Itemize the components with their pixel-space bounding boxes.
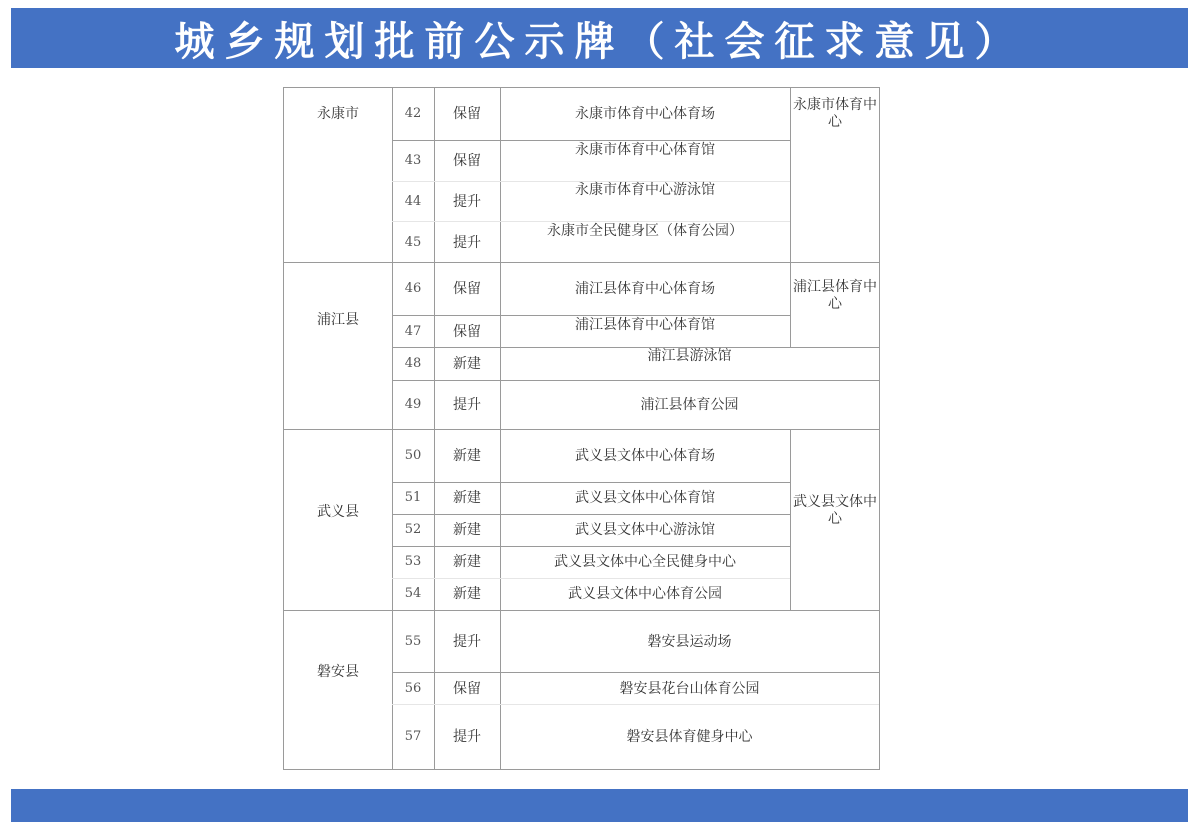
row-name: 永康市体育中心游泳馆	[575, 182, 715, 198]
facility-table	[283, 87, 880, 770]
row-name: 武义县文体中心体育场	[575, 448, 715, 464]
row-number: 51	[404, 490, 422, 505]
row-number: 42	[404, 106, 422, 121]
row-status: 保留	[453, 681, 481, 697]
row-name: 浦江县体育中心体育场	[575, 281, 715, 297]
row-status: 提升	[453, 634, 481, 650]
row-name: 浦江县游泳馆	[647, 348, 732, 364]
row-name: 永康市全民健身区（体育公园）	[547, 223, 743, 239]
row-name: 浦江县体育公园	[640, 397, 739, 413]
row-name: 磐安县体育健身中心	[626, 729, 753, 745]
page-title: 城乡规划批前公示牌（社会征求意见）	[174, 18, 1025, 65]
row-number: 53	[404, 554, 422, 569]
row-number: 49	[404, 397, 422, 412]
row-status: 新建	[453, 448, 481, 464]
row-name: 永康市体育中心体育馆	[575, 142, 715, 158]
title-banner	[11, 8, 1188, 68]
row-status: 新建	[453, 586, 481, 602]
row-status: 新建	[453, 490, 481, 506]
row-status: 提升	[453, 729, 481, 745]
row-number: 57	[404, 729, 422, 744]
row-status: 保留	[453, 153, 481, 169]
row-number: 54	[404, 586, 422, 601]
county-cell: 永康市	[317, 106, 359, 122]
row-name: 武义县文体中心游泳馆	[575, 522, 715, 538]
row-number: 46	[404, 281, 422, 296]
row-status: 新建	[453, 356, 481, 372]
row-name: 武义县文体中心全民健身中心	[554, 554, 736, 570]
row-number: 43	[404, 153, 422, 168]
row-number: 52	[404, 522, 422, 537]
row-status: 新建	[453, 554, 481, 570]
row-number: 50	[404, 448, 422, 463]
county-cell: 浦江县	[317, 312, 359, 328]
row-name: 永康市体育中心体育场	[575, 106, 715, 122]
row-number: 45	[404, 235, 422, 250]
row-name: 磐安县花台山体育公园	[619, 681, 760, 697]
row-status: 新建	[453, 522, 481, 538]
row-name: 浦江县体育中心体育馆	[575, 317, 715, 333]
center-cell: 浦江县体育中心	[793, 279, 877, 312]
row-status: 提升	[453, 397, 481, 413]
footer-banner	[11, 789, 1188, 822]
county-cell: 磐安县	[317, 664, 359, 680]
row-name: 武义县文体中心体育馆	[575, 490, 715, 506]
row-status: 保留	[453, 324, 481, 340]
row-status: 保留	[453, 106, 481, 122]
center-cell: 武义县文体中心	[793, 494, 877, 527]
row-number: 55	[404, 634, 422, 649]
county-cell: 武义县	[317, 504, 359, 520]
row-status: 提升	[453, 194, 481, 210]
row-number: 56	[404, 681, 422, 696]
row-number: 48	[404, 356, 422, 371]
row-status: 提升	[453, 235, 481, 251]
row-number: 44	[404, 194, 422, 209]
row-status: 保留	[453, 281, 481, 297]
row-name: 武义县文体中心体育公园	[568, 586, 722, 602]
center-cell: 永康市体育中心	[793, 97, 877, 130]
row-number: 47	[404, 324, 422, 339]
row-name: 磐安县运动场	[647, 634, 732, 650]
